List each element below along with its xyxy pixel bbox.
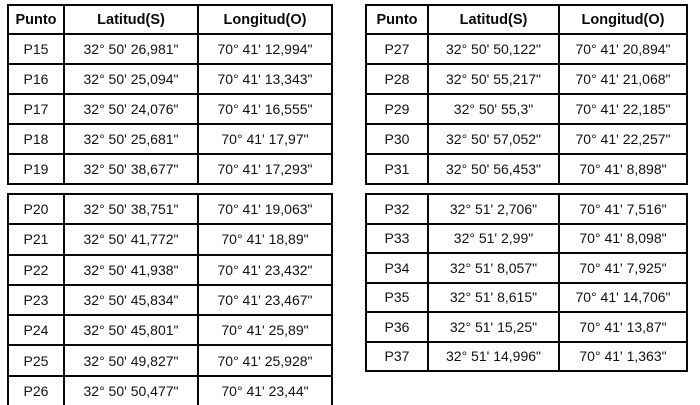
latitude-cell: 32° 51' 15,25"	[428, 312, 559, 342]
longitude-cell: 70° 41' 22,257"	[559, 124, 687, 154]
col-header-latitud: Latitud(S)	[428, 5, 559, 34]
table-row	[8, 124, 332, 154]
table-row	[8, 345, 332, 375]
header-row	[366, 5, 687, 34]
longitude-cell: 70° 41' 25,928"	[198, 345, 332, 375]
col-header-punto: Punto	[366, 5, 428, 34]
point-id-cell: P36	[366, 312, 428, 342]
point-id-cell: P22	[8, 255, 64, 285]
table-row	[366, 342, 687, 372]
table-row	[366, 283, 687, 313]
longitude-cell: 70° 41' 22,185"	[559, 94, 687, 124]
table-row	[8, 34, 332, 64]
table-row	[8, 64, 332, 94]
longitude-cell: 70° 41' 19,063"	[198, 194, 332, 224]
longitude-cell: 70° 41' 8,898"	[559, 154, 687, 184]
left-coordinate-table-lower-segment	[7, 193, 333, 405]
table-row	[8, 94, 332, 124]
longitude-cell: 70° 41' 12,994"	[198, 34, 332, 64]
table-row	[366, 312, 687, 342]
point-id-cell: P20	[8, 194, 64, 224]
latitude-cell: 32° 50' 41,938"	[64, 255, 198, 285]
point-id-cell: P27	[366, 34, 428, 64]
table-row	[366, 154, 687, 184]
latitude-cell: 32° 50' 25,681"	[64, 124, 198, 154]
table-row	[366, 253, 687, 283]
latitude-cell: 32° 50' 41,772"	[64, 224, 198, 254]
latitude-cell: 32° 51' 2,706"	[428, 194, 559, 224]
point-id-cell: P28	[366, 64, 428, 94]
col-header-latitud: Latitud(S)	[64, 5, 198, 34]
latitude-cell: 32° 50' 38,677"	[64, 154, 198, 184]
point-id-cell: P35	[366, 283, 428, 313]
longitude-cell: 70° 41' 13,343"	[198, 64, 332, 94]
longitude-cell: 70° 41' 17,293"	[198, 154, 332, 184]
point-id-cell: P37	[366, 342, 428, 372]
latitude-cell: 32° 51' 2,99"	[428, 224, 559, 254]
longitude-cell: 70° 41' 1,363"	[559, 342, 687, 372]
point-id-cell: P25	[8, 345, 64, 375]
point-id-cell: P32	[366, 194, 428, 224]
table-row	[366, 64, 687, 94]
table-row	[8, 285, 332, 315]
latitude-cell: 32° 51' 8,057"	[428, 253, 559, 283]
point-id-cell: P16	[8, 64, 64, 94]
right-coordinate-table-header-segment	[365, 4, 688, 185]
table-row	[8, 255, 332, 285]
longitude-cell: 70° 41' 25,89"	[198, 315, 332, 345]
point-id-cell: P21	[8, 224, 64, 254]
point-id-cell: P19	[8, 154, 64, 184]
table-row	[8, 194, 332, 224]
table-row	[366, 194, 687, 224]
point-id-cell: P17	[8, 94, 64, 124]
table-row	[366, 34, 687, 64]
col-header-longitud: Longitud(O)	[559, 5, 687, 34]
longitude-cell: 70° 41' 13,87"	[559, 312, 687, 342]
latitude-cell: 32° 51' 14,996"	[428, 342, 559, 372]
latitude-cell: 32° 50' 26,981"	[64, 34, 198, 64]
latitude-cell: 32° 50' 45,801"	[64, 315, 198, 345]
longitude-cell: 70° 41' 17,97"	[198, 124, 332, 154]
longitude-cell: 70° 41' 20,894"	[559, 34, 687, 64]
latitude-cell: 32° 50' 25,094"	[64, 64, 198, 94]
latitude-cell: 32° 51' 8,615"	[428, 283, 559, 313]
table-row	[8, 376, 332, 405]
point-id-cell: P34	[366, 253, 428, 283]
latitude-cell: 32° 50' 55,217"	[428, 64, 559, 94]
point-id-cell: P26	[8, 376, 64, 405]
longitude-cell: 70° 41' 18,89"	[198, 224, 332, 254]
longitude-cell: 70° 41' 21,068"	[559, 64, 687, 94]
col-header-longitud: Longitud(O)	[198, 5, 332, 34]
latitude-cell: 32° 50' 55,3"	[428, 94, 559, 124]
latitude-cell: 32° 50' 45,834"	[64, 285, 198, 315]
latitude-cell: 32° 50' 50,477"	[64, 376, 198, 405]
col-header-punto: Punto	[8, 5, 64, 34]
latitude-cell: 32° 50' 24,076"	[64, 94, 198, 124]
point-id-cell: P31	[366, 154, 428, 184]
table-row	[8, 315, 332, 345]
longitude-cell: 70° 41' 7,925"	[559, 253, 687, 283]
longitude-cell: 70° 41' 14,706"	[559, 283, 687, 313]
point-id-cell: P29	[366, 94, 428, 124]
left-coordinate-table-header-segment	[7, 4, 333, 185]
longitude-cell: 70° 41' 16,555"	[198, 94, 332, 124]
longitude-cell: 70° 41' 23,44"	[198, 376, 332, 405]
longitude-cell: 70° 41' 23,432"	[198, 255, 332, 285]
header-row	[8, 5, 332, 34]
point-id-cell: P18	[8, 124, 64, 154]
point-id-cell: P15	[8, 34, 64, 64]
right-coordinate-table-lower-segment	[365, 193, 688, 372]
table-row	[8, 154, 332, 184]
latitude-cell: 32° 50' 57,052"	[428, 124, 559, 154]
point-id-cell: P30	[366, 124, 428, 154]
point-id-cell: P33	[366, 224, 428, 254]
table-row	[366, 124, 687, 154]
longitude-cell: 70° 41' 23,467"	[198, 285, 332, 315]
table-row	[366, 224, 687, 254]
point-id-cell: P23	[8, 285, 64, 315]
table-row	[8, 224, 332, 254]
longitude-cell: 70° 41' 7,516"	[559, 194, 687, 224]
latitude-cell: 32° 50' 50,122"	[428, 34, 559, 64]
table-row	[366, 94, 687, 124]
longitude-cell: 70° 41' 8,098"	[559, 224, 687, 254]
point-id-cell: P24	[8, 315, 64, 345]
latitude-cell: 32° 50' 38,751"	[64, 194, 198, 224]
latitude-cell: 32° 50' 56,453"	[428, 154, 559, 184]
latitude-cell: 32° 50' 49,827"	[64, 345, 198, 375]
